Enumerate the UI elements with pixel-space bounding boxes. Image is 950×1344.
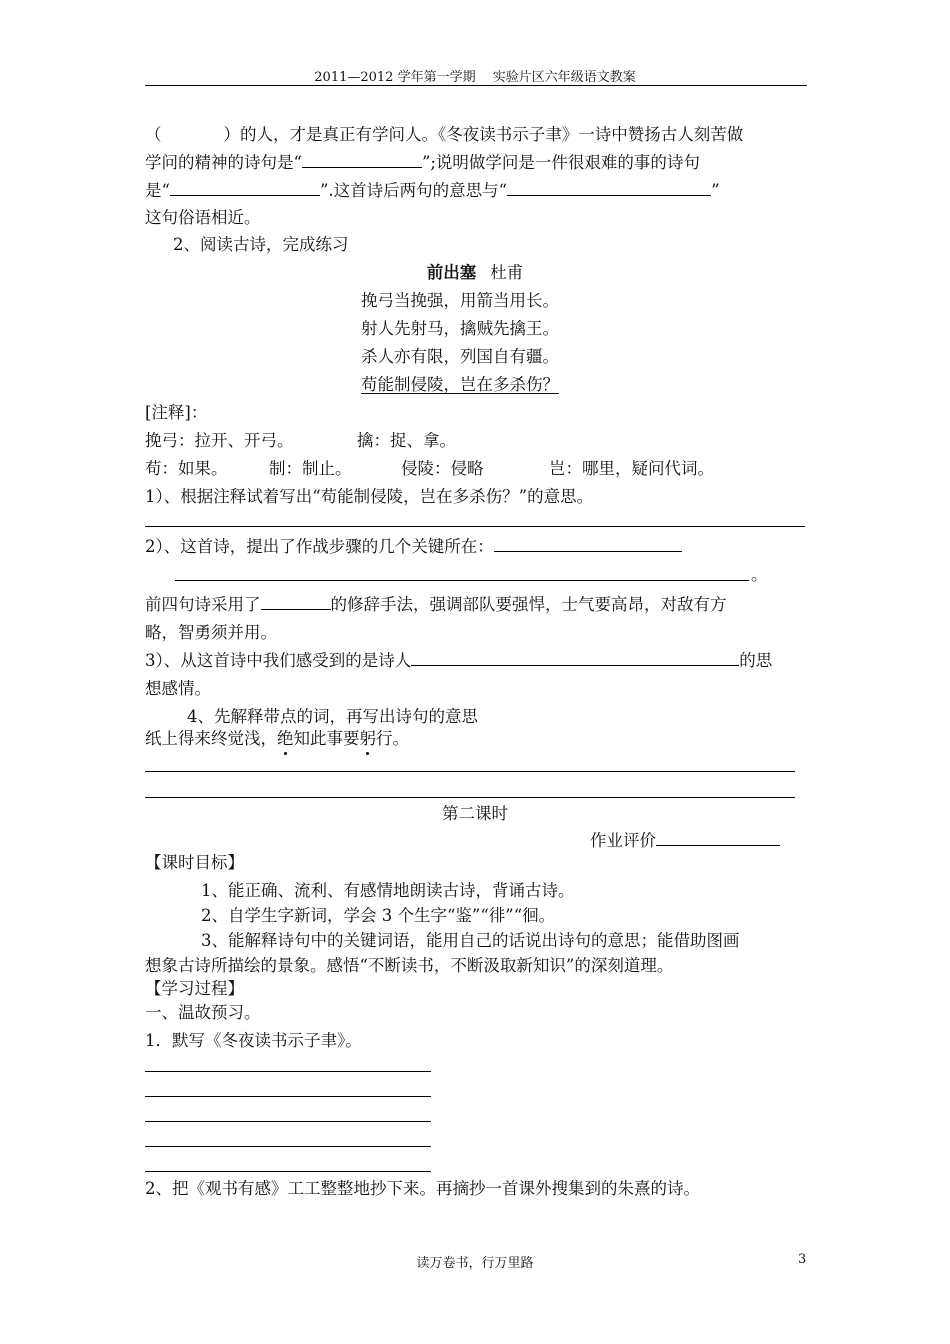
answer-blank[interactable]	[261, 594, 331, 610]
poem-line-3: 杀人亦有限，列国自有疆。	[361, 347, 559, 366]
poem-text: 知此事要	[293, 729, 360, 748]
goal-2: 2、自学生字新词，学会 3 个生字“鉴”“徘”“徊。	[201, 906, 556, 925]
answer-line[interactable]	[145, 797, 795, 798]
poem-text: 行。	[376, 729, 409, 748]
question-4-poem-line	[145, 728, 409, 750]
intro-text: 学问的精神的诗句是“	[145, 153, 302, 172]
answer-line[interactable]	[145, 771, 795, 772]
goals-heading: 【课时目标】	[145, 853, 244, 872]
question-3	[145, 650, 772, 672]
intro-text: 是“	[145, 181, 170, 200]
poem-line-4: 苟能制侵陵，岂在多杀伤？	[361, 375, 559, 394]
answer-blank[interactable]	[411, 650, 739, 666]
answer-line[interactable]	[175, 580, 749, 581]
writing-line[interactable]	[145, 1121, 431, 1122]
question-1: 1）、根据注释试着写出“苟能制侵陵，岂在多杀伤？”的意思。	[145, 487, 594, 506]
question-text: 3）、从这首诗中我们感受到的是诗人	[145, 651, 412, 670]
question-3-line-2: 想感情。	[145, 679, 211, 698]
intro-text: ”;说明做学问是一件很艰难的事的诗句	[421, 153, 700, 172]
poem-heading	[0, 262, 950, 284]
writing-line[interactable]	[145, 1071, 431, 1072]
page-header: 2011—2012 学年第一学期 实验片区六年级语文教案	[314, 70, 636, 85]
question-text: 的修辞手法，强调部队要强悍，士气要高昂，对敌有方	[330, 595, 727, 614]
dotted-word: 绝	[277, 729, 294, 748]
goal-3-line-1: 3、能解释诗句中的关键词语，能用自己的话说出诗句的意思；能借助图画	[201, 931, 740, 950]
note-qi: 岂：哪里，疑问代词。	[549, 459, 714, 478]
q2-heading: 2、阅读古诗，完成练习	[173, 235, 349, 254]
question-4: 4、先解释带点的词，再写出诗句的意思	[187, 707, 478, 726]
note-gou: 苟：如果。	[145, 459, 228, 478]
poem-title: 前出塞	[426, 263, 477, 282]
writing-line[interactable]	[145, 1171, 431, 1172]
intro-line-2	[145, 152, 700, 174]
intro-line-1	[145, 124, 743, 146]
note-zhi: 制：制止。	[269, 459, 352, 478]
question-2	[145, 536, 682, 558]
answer-blank[interactable]	[302, 152, 422, 168]
question-text: 前四句诗采用了	[145, 595, 261, 614]
answer-blank[interactable]	[507, 180, 711, 196]
poem-text: 纸上得来终觉浅，	[145, 729, 277, 748]
note-qinling: 侵陵：侵略	[401, 459, 484, 478]
question-2b-line-2: 略，智勇须并用。	[145, 623, 277, 642]
intro-line-4: 这句俗语相近。	[145, 208, 261, 227]
evaluation	[590, 830, 780, 852]
evaluation-label: 作业评价	[590, 831, 656, 850]
poem-line-2: 射人先射马，擒贼先擒王。	[361, 319, 559, 338]
intro-line-3	[145, 180, 720, 202]
question-text: 的思	[739, 651, 773, 670]
process-heading: 【学习过程】	[145, 979, 244, 998]
footer-motto: 读万卷书，行万里路	[416, 1256, 534, 1271]
dotted-word: 躬	[359, 729, 376, 748]
intro-text: ”	[711, 181, 720, 200]
poem-line-1: 挽弓当挽强，用箭当用长。	[361, 291, 559, 310]
writing-line[interactable]	[145, 1096, 431, 1097]
note-qin: 擒：捉、拿。	[357, 431, 456, 450]
task-2: 2、把《观书有感》工工整整地抄下来。再摘抄一首课外搜集到的朱熹的诗。	[145, 1179, 700, 1198]
answer-blank[interactable]	[170, 180, 320, 196]
answer-blank[interactable]	[494, 536, 682, 552]
lesson-title: 第二课时	[442, 804, 508, 823]
answer-line[interactable]	[145, 526, 805, 527]
answer-line-end: 。	[751, 565, 768, 584]
task-1: 1．默写《冬夜读书示子聿》。	[145, 1031, 362, 1050]
goal-1: 1、能正确、流利、有感情地朗读古诗，背诵古诗。	[201, 881, 575, 900]
intro-text: ）的人，才是真正有学问人。《冬夜读书示子聿》一诗中赞扬古人刻苦做	[223, 125, 744, 144]
question-text: 2）、这首诗，提出了作战步骤的几个关键所在：	[145, 537, 494, 556]
question-2b-line-1	[145, 594, 727, 616]
notes-label: [注释]：	[145, 403, 208, 422]
header-rule	[145, 85, 807, 86]
evaluation-blank[interactable]	[656, 830, 780, 846]
poem-author: 杜甫	[490, 263, 524, 282]
note-wangong: 挽弓：拉开、开弓。	[145, 431, 294, 450]
writing-line[interactable]	[145, 1146, 431, 1147]
review-heading: 一、温故预习。	[145, 1003, 261, 1022]
goal-3-line-2: 想象古诗所描绘的景象。感悟“不断读书，不断汲取新知识”的深刻道理。	[145, 956, 674, 975]
intro-text: ”.这首诗后两句的意思与“	[319, 181, 508, 200]
intro-text: （	[145, 125, 162, 144]
page-number: 3	[798, 1252, 807, 1267]
